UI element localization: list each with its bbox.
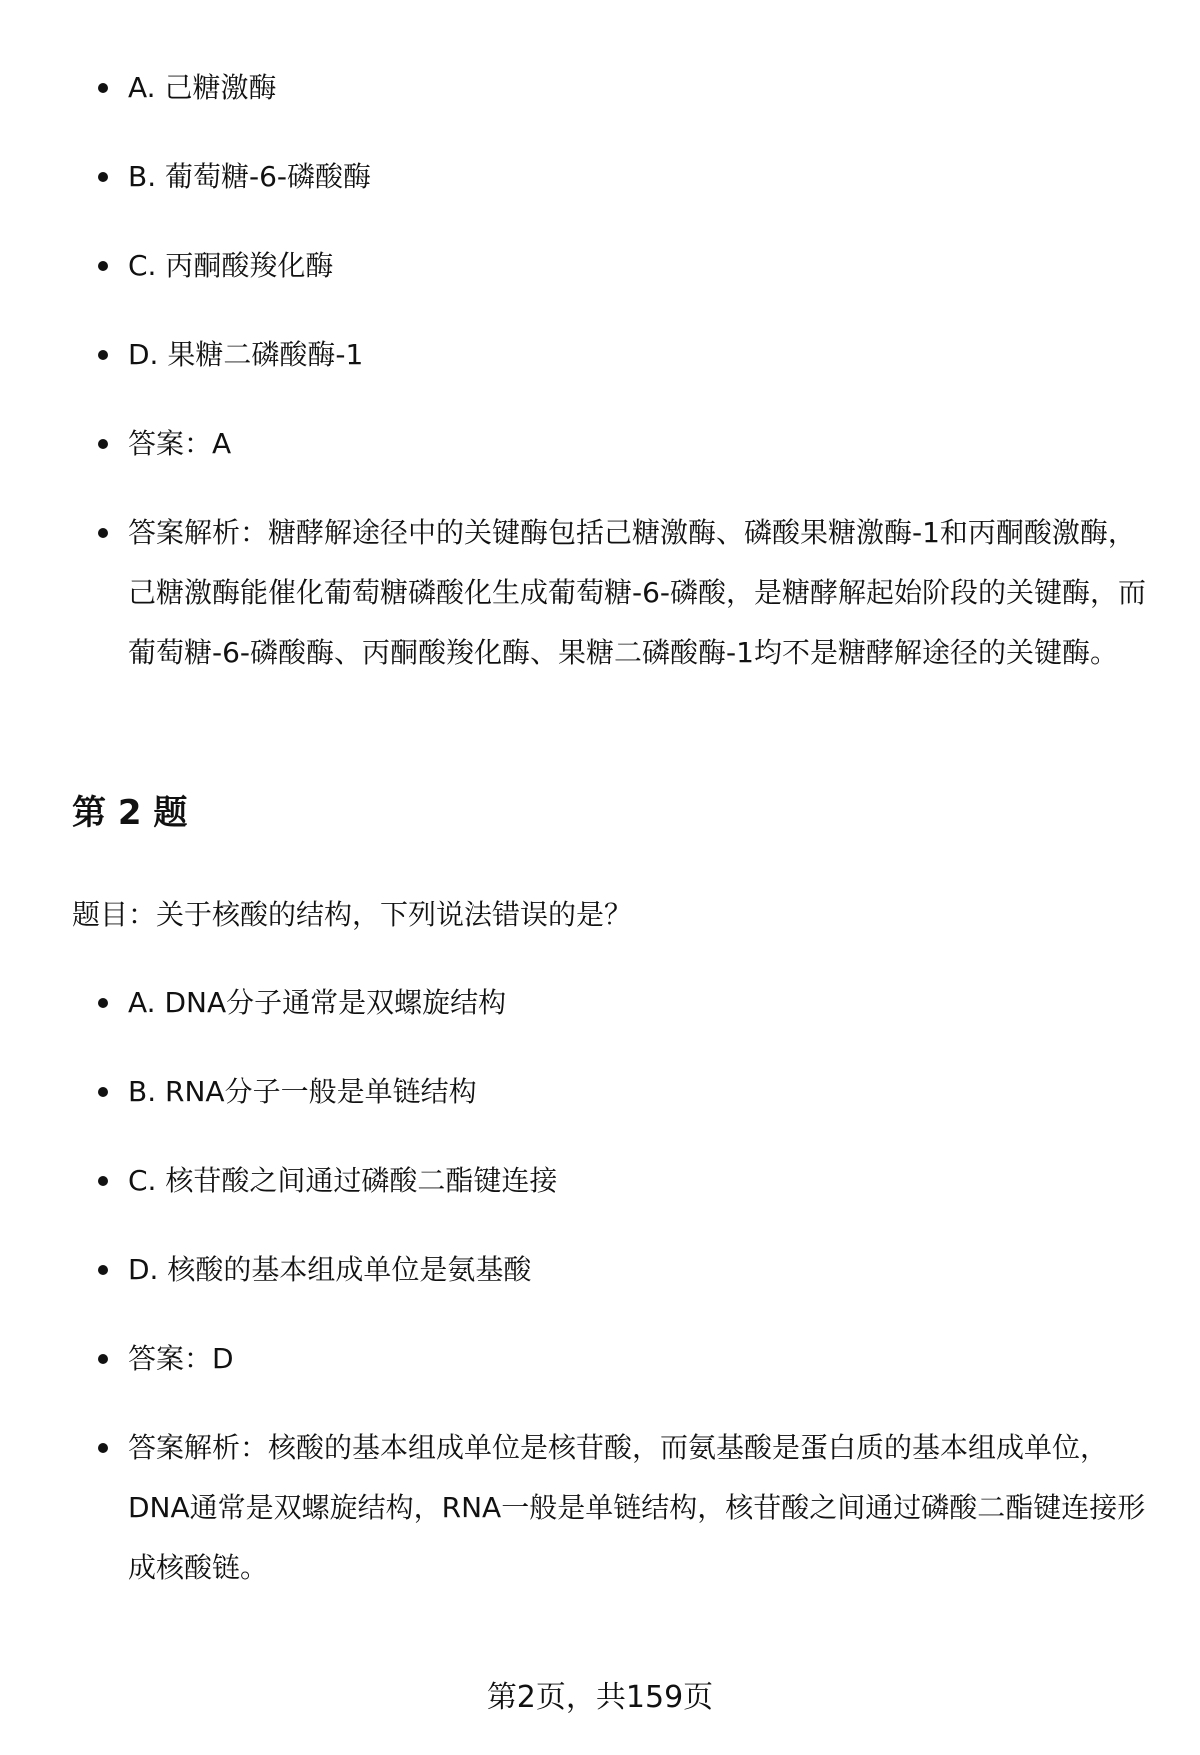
q1-option-b: B. 葡萄糖-6-磷酸酶 [72, 147, 1162, 207]
q1-explanation: 答案解析：糖酵解途径中的关键酶包括己糖激酶、磷酸果糖激酶-1和丙酮酸激酶，己糖激酶能催化葡萄糖磷酸化生成葡萄糖-6-磷酸，是糖酵解起始阶段的关键酶，而葡萄糖-6-磷酸酶、丙酮酸羧化酶、果糖二磷酸酶-1均不是糖酵解途径的关键酶。 [72, 503, 1162, 683]
q1-option-c: C. 丙酮酸羧化酶 [72, 236, 1162, 296]
q2-option-d: D. 核酸的基本组成单位是氨基酸 [72, 1240, 1162, 1300]
question-2-list [72, 973, 1162, 1627]
question-1-list [72, 58, 1162, 712]
q2-option-b: B. RNA分子一般是单链结构 [72, 1062, 1162, 1122]
question-2-heading: 第 2 题 [72, 793, 188, 833]
q1-option-a: A. 己糖激酶 [72, 58, 1162, 118]
q2-answer: 答案：D [72, 1329, 1162, 1389]
q2-option-a: A. DNA分子通常是双螺旋结构 [72, 973, 1162, 1033]
q2-option-c: C. 核苷酸之间通过磷酸二酯键连接 [72, 1151, 1162, 1211]
q1-option-d: D. 果糖二磷酸酶-1 [72, 325, 1162, 385]
q1-answer: 答案：A [72, 414, 1162, 474]
q2-explanation: 答案解析：核酸的基本组成单位是核苷酸，而氨基酸是蛋白质的基本组成单位，DNA通常是双螺旋结构，RNA一般是单链结构，核苷酸之间通过磷酸二酯键连接形成核酸链。 [72, 1418, 1162, 1598]
question-2-text: 题目：关于核酸的结构，下列说法错误的是？ [72, 898, 633, 931]
page-number: 第2页，共159页 [486, 1680, 714, 1715]
